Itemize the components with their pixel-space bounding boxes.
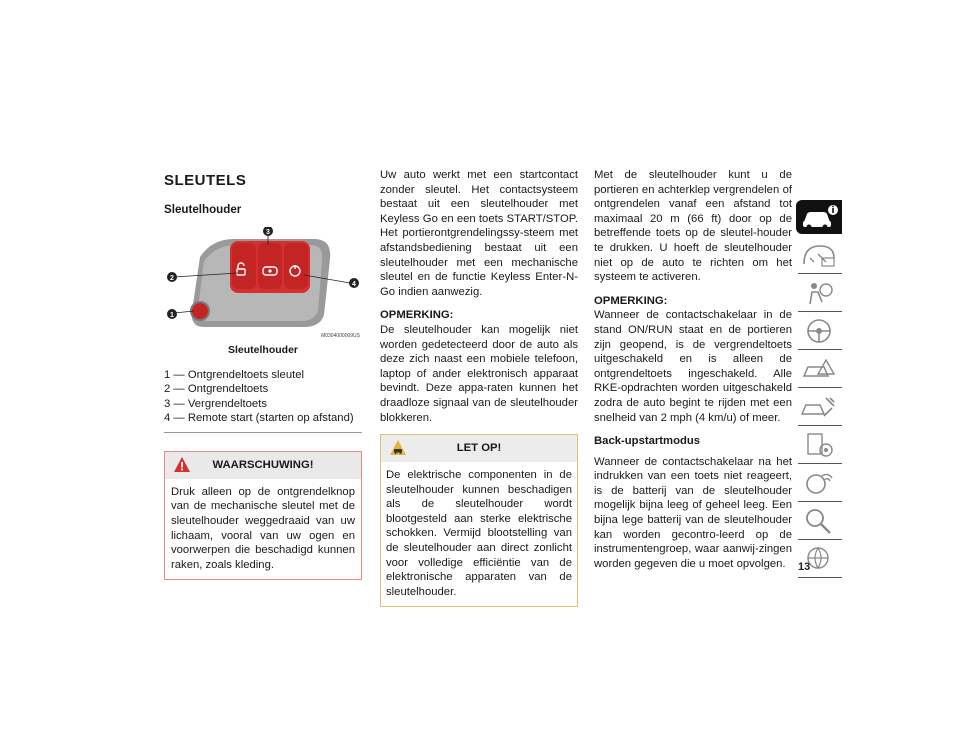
legend-item: 2 — Ontgrendeltoets [164,383,269,396]
key-fob-illustration [164,227,362,339]
caution-header [381,435,577,462]
note-text: Wanneer de contactschakelaar in de stand ON/RUN staat en de portieren zijn geopend, is de vergrendeltoets uitgeschakeld en is alleen de ontgrendeltoets ingeschakeld. Alle RKE-opdrachten worden uitgeschakeld zodra de auto begint te rijden met een snelheid van 2 mph (4 km/u) of meer. [594,309,792,424]
callout-2 [167,272,177,282]
subsection-title: Sleutelhouder [164,202,242,216]
range-paragraph: Met de sleutelhouder kunt u de portieren en achterklep vergrendelen of ontgrendelen vanaf een afstand tot maximaal 20 m (66 ft) door op de betreffende toets op de sleutel-houder te drukken. U hoeft de sleutelhouder niet op de auto te richten om het systeem te activeren. [594,169,792,284]
svg-text:2: 2 [170,275,174,283]
tab-emergency[interactable] [796,352,842,386]
language-icon [796,542,842,576]
svg-text:3: 3 [266,229,270,237]
tab-languages[interactable] [796,542,842,576]
service-car-icon [796,390,842,424]
warning-triangle-icon [173,456,191,473]
warning-text: Druk alleen op de ontgrendelknop van de mechanische sleutel met de sleutelhouder weggedraaid van uw lichaam, vooral van uw ogen en voorwerpen die beschadigd kunnen raken, zoals kleding. [171,485,355,571]
warning-title: WAARSCHUWING! [212,458,314,471]
section-title: SLEUTELS [164,172,247,189]
backup-start-title: Back-upstartmodus [594,435,701,448]
callout-4 [349,278,359,288]
column-3 [594,168,792,580]
dashboard-lights-icon [796,238,842,272]
multimedia-icon [796,466,842,500]
car-info-icon [796,200,842,234]
note-label: OPMERKING: [380,309,454,322]
legend-item: 3 — Vergrendeltoets [164,397,267,410]
column-2 [380,168,578,607]
search-index-icon [796,504,842,538]
tab-car-info[interactable] [796,200,842,234]
figure-code: M0304000009US [321,333,360,340]
callout-1 [167,309,177,319]
svg-text:4: 4 [352,281,356,289]
page-number: 13 [798,561,811,573]
tab-index[interactable] [796,504,842,538]
tab-multimedia[interactable] [796,466,842,500]
safety-airbag-icon [796,276,842,310]
intro-paragraph: Uw auto werkt met een startcontact zonder sleutel. Het contactsysteem bestaat uit een sleutelhouder met Keyless Go en een toets START/STOP. Het portierontgrendelingssy-steem met afstandsbediening bestaat uit een sleutelhouder met een mechanische sleutel en de functie Keyless Enter-N-Go indien aanwezig. [380,169,578,298]
warning-header [165,452,361,479]
column-1 [164,168,362,580]
tab-servicing[interactable] [796,390,842,424]
figure-legend [164,368,362,433]
tab-starting-driving[interactable] [796,314,842,348]
caution-title: LET OP! [456,442,502,455]
tab-safety[interactable] [796,276,842,310]
caution-car-icon [389,439,407,457]
caution-box [380,434,578,607]
tab-specifications[interactable] [796,428,842,462]
legend-item: 4 — Remote start (starten op afstand) [164,412,354,425]
figure-caption: Sleutelhouder [227,344,298,357]
caution-text: De elektrische componenten in de sleutelhouder kunnen beschadigen als de sleutelhouder wordt blootgesteld aan sterke elektrische schokken. Vermijd blootstelling van de sleutelhouder aan direct zonlicht voor volledige efficiëntie van de elektronische apparaten van de sleutelhouder. [386,469,572,598]
callout-3 [263,227,273,236]
note-label: OPMERKING: [594,294,668,307]
warning-box [164,451,362,581]
tab-dashboard-lights[interactable] [796,238,842,272]
note-text: De sleutelhouder kan mogelijk niet worden gedetecteerd door de auto als deze zich naast een mobiele telefoon, laptop of ander elektronisch apparaat bevindt. Deze appa-raten kunnen het draadloze signaal van de sleutelhouder blokkeren. [380,323,578,424]
svg-text:1: 1 [170,312,174,320]
steering-wheel-icon [796,314,842,348]
specifications-icon [796,428,842,462]
legend-item: 1 — Ontgrendeltoets sleutel [164,368,305,381]
emergency-car-icon [796,352,842,386]
key-fob-figure [164,227,362,339]
backup-start-text: Wanneer de contactschakelaar na het indrukken van een toets niet reageert, is de batterij van de sleutelhouder mogelijk bijna leeg of geheel leeg. Een bijna lege batterij van de sleutelhouder kan worden gecontro-leerd op de instrumentengroep, waar aanwij-zingen worden gegeven die u moet opvolgen. [594,455,792,570]
